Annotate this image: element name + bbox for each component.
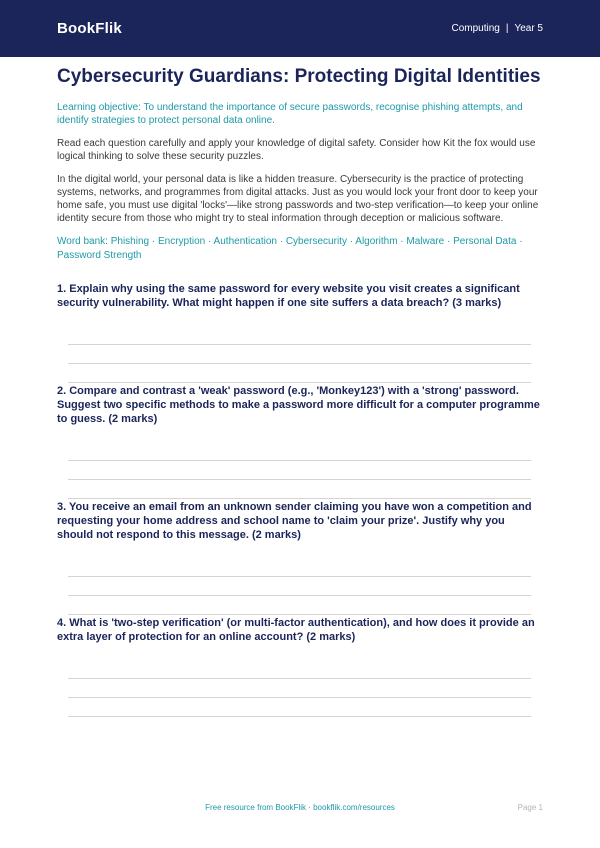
footer-source-link[interactable]: Free resource from BookFlik · bookflik.com/resources [205, 803, 395, 812]
answer-line[interactable] [68, 697, 531, 698]
instructions-text: Read each question carefully and apply your knowledge of digital safety. Consider how Kit the fox would use logical thinking to solve these security puzzles. [57, 138, 536, 162]
answer-line[interactable] [68, 344, 531, 345]
answer-line[interactable] [68, 595, 531, 596]
intro-section [57, 66, 543, 263]
answer-line[interactable] [68, 363, 531, 364]
question-4: 4. What is 'two-step verification' (or multi-factor authentication), and how does it provide an extra layer of protection for an online account? (2 marks) [57, 617, 535, 643]
page-header [0, 0, 600, 57]
page-number: Page 1 [517, 803, 543, 812]
subject-label: Computing [451, 23, 500, 34]
answer-line[interactable] [68, 382, 531, 383]
answer-line[interactable] [68, 498, 531, 499]
answer-line[interactable] [68, 576, 531, 577]
year-label: Year 5 [514, 23, 543, 34]
learning-objective: Learning objective: To understand the importance of secure passwords, recognise phishing attempts, and identify strategies to protect personal data online. [57, 102, 523, 126]
question-3: 3. You receive an email from an unknown sender claiming you have won a competition and requesting your home address and school name to 'claim your prize'. Justify why you should not respond to this message. (2 marks) [57, 501, 532, 541]
answer-line[interactable] [68, 479, 531, 480]
question-2: 2. Compare and contrast a 'weak' password (e.g., 'Monkey123') with a 'strong' password. Suggest two specific methods to make a password more difficult for a computer programme to guess. (2 marks) [57, 385, 540, 425]
separator: | [505, 23, 509, 34]
brand-logo[interactable]: BookFlik [57, 20, 122, 37]
answer-line[interactable] [68, 678, 531, 679]
answer-line[interactable] [68, 614, 531, 615]
answer-line[interactable] [68, 460, 531, 461]
subject-year-label [451, 23, 543, 34]
question-1: 1. Explain why using the same password for every website you visit creates a significant security vulnerability. What might happen if one site suffers a data breach? (3 marks) [57, 283, 520, 309]
page-title: Cybersecurity Guardians: Protecting Digital Identities [57, 66, 541, 87]
answer-line[interactable] [68, 716, 531, 717]
word-bank: Word bank: Phishing · Encryption · Authentication · Cybersecurity · Algorithm · Malware · Personal Data · Password Strength [57, 236, 523, 261]
context-text: In the digital world, your personal data is like a hidden treasure. Cybersecurity is the practice of protecting systems, networks, and programmes from digital attacks. Just as you would lock your front door to keep your home safe, you must use digital 'locks'—like strong passwords and two-step verification—to keep your online identity secure from those who might try to steal information through deception or malicious software. [57, 174, 539, 224]
